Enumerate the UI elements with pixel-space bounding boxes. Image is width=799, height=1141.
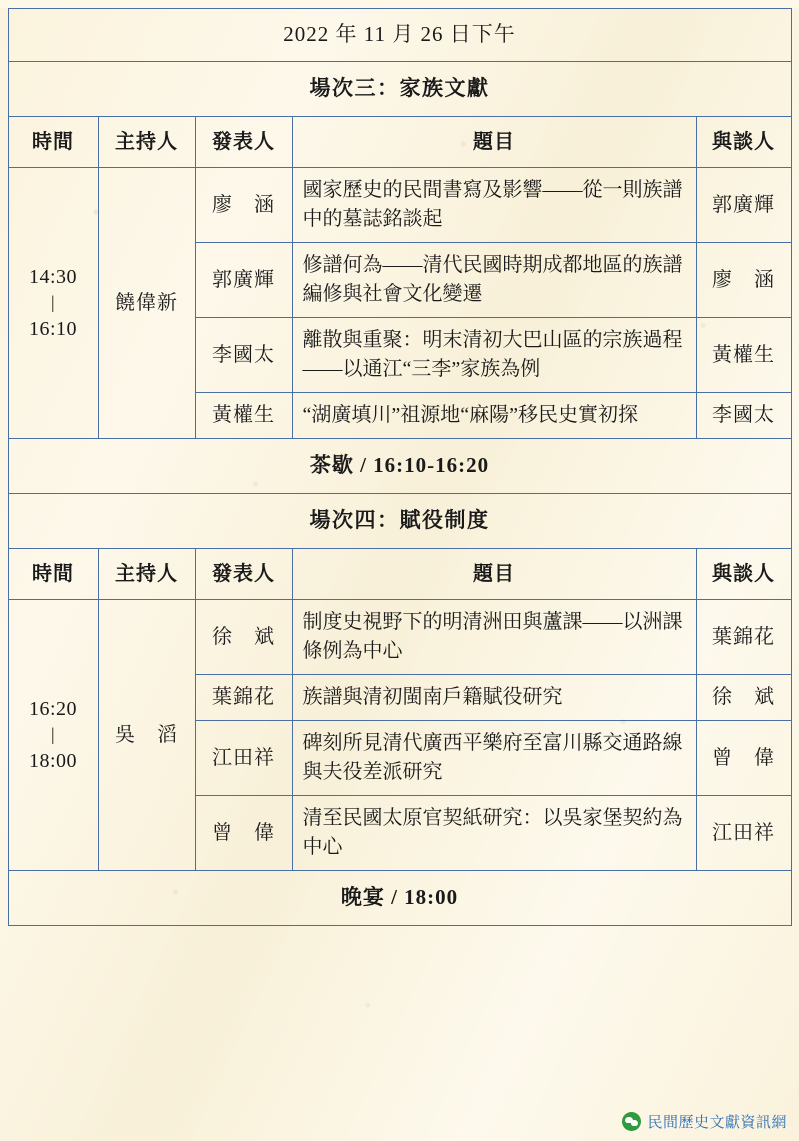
speaker-cell — [195, 721, 292, 796]
paper-title: 清至民國太原官契紙研究：以吳家堡契約為中心 — [302, 807, 683, 859]
column-header-discussant-label: 與談人 — [712, 130, 775, 153]
speaker-name: 郭廣輝 — [212, 268, 275, 291]
column-header-speaker — [195, 548, 292, 599]
paper-title-cell — [292, 721, 696, 796]
column-header-discussant — [696, 548, 791, 599]
discussant-name: 葉錦花 — [712, 625, 775, 648]
column-header-title-label: 題目 — [473, 562, 515, 585]
column-header-chair-label: 主持人 — [115, 562, 178, 585]
column-header-time — [8, 116, 98, 167]
speaker-name: 江田祥 — [212, 746, 275, 769]
column-header-time — [8, 548, 98, 599]
session-4-time-separator: | — [50, 724, 56, 745]
paper-title-cell — [292, 600, 696, 675]
dinner-text: 晚宴 / 18:00 — [340, 885, 459, 910]
discussant-name: 黃權生 — [712, 343, 775, 366]
column-header-discussant — [696, 116, 791, 167]
paper-title: 國家歷史的民間書寫及影響——從一則族譜中的墓誌銘談起 — [302, 179, 683, 231]
session-4-chair-name: 吳 滔 — [115, 723, 178, 746]
table-row — [8, 168, 791, 243]
column-header-title — [292, 548, 696, 599]
session-4-time-end: 18:00 — [28, 749, 78, 772]
date-header-text: 2022 年 11 月 26 日下午 — [283, 22, 516, 46]
tea-break-row — [8, 439, 791, 494]
speaker-cell — [195, 600, 292, 675]
session-4-column-header-row — [8, 548, 791, 599]
schedule-table — [8, 8, 792, 926]
session-3-heading-cell — [8, 61, 791, 116]
speaker-cell — [195, 318, 292, 393]
discussant-name: 江田祥 — [712, 821, 775, 844]
paper-title: 修譜何為——清代民國時期成都地區的族譜編修與社會文化變遷 — [302, 254, 683, 306]
speaker-cell — [195, 168, 292, 243]
column-header-speaker-label: 發表人 — [212, 130, 275, 153]
column-header-time-label: 時間 — [32, 130, 74, 153]
session-4-chair-cell — [98, 600, 195, 871]
paper-title-cell — [292, 318, 696, 393]
speaker-name: 葉錦花 — [212, 686, 275, 709]
watermark — [622, 1111, 787, 1132]
session-3-time-end: 16:10 — [28, 317, 78, 340]
dinner-row — [8, 871, 791, 926]
paper-title-cell — [292, 393, 696, 439]
speaker-name: 徐 斌 — [212, 625, 275, 648]
schedule-page — [0, 8, 799, 1141]
discussant-cell — [696, 600, 791, 675]
discussant-cell — [696, 168, 791, 243]
speaker-cell — [195, 675, 292, 721]
wechat-badge-icon — [622, 1112, 641, 1131]
dinner-cell — [8, 871, 791, 926]
date-header-cell — [8, 9, 791, 62]
session-4-time-start: 16:20 — [28, 698, 78, 721]
paper-title: 離散與重聚：明末清初大巴山區的宗族過程——以通江“三李”家族為例 — [302, 329, 683, 381]
session-4-heading-row — [8, 493, 791, 548]
discussant-cell — [696, 796, 791, 871]
paper-title: 碑刻所見清代廣西平樂府至富川縣交通路線與夫役差派研究 — [302, 732, 683, 784]
speaker-name: 黃權生 — [212, 404, 275, 427]
column-header-discussant-label: 與談人 — [712, 562, 775, 585]
paper-title-cell — [292, 675, 696, 721]
tea-break-text: 茶歇 / 16:10-16:20 — [309, 453, 490, 478]
column-header-chair — [98, 116, 195, 167]
session-3-heading-row — [8, 61, 791, 116]
tea-break-cell — [8, 439, 791, 494]
discussant-name: 廖 涵 — [712, 268, 775, 291]
paper-title-cell — [292, 796, 696, 871]
discussant-name: 曾 偉 — [712, 746, 775, 769]
session-3-heading-text: 場次三：家族文獻 — [309, 75, 490, 100]
session-3-chair-name: 饒偉新 — [115, 291, 178, 314]
speaker-cell — [195, 393, 292, 439]
discussant-cell — [696, 675, 791, 721]
paper-title: 族譜與清初閩南戶籍賦役研究 — [302, 686, 563, 709]
speaker-name: 廖 涵 — [212, 193, 275, 216]
column-header-title — [292, 116, 696, 167]
discussant-cell — [696, 393, 791, 439]
speaker-name: 曾 偉 — [212, 821, 275, 844]
speaker-cell — [195, 796, 292, 871]
session-3-time-start: 14:30 — [28, 266, 78, 289]
session-4-heading-cell — [8, 493, 791, 548]
discussant-name: 徐 斌 — [712, 686, 775, 709]
session-4-time-cell — [8, 600, 98, 871]
discussant-cell — [696, 243, 791, 318]
column-header-time-label: 時間 — [32, 562, 74, 585]
paper-title-cell — [292, 243, 696, 318]
column-header-title-label: 題目 — [473, 130, 515, 153]
discussant-cell — [696, 318, 791, 393]
column-header-chair-label: 主持人 — [115, 130, 178, 153]
paper-title-cell — [292, 168, 696, 243]
session-3-chair-cell — [98, 168, 195, 439]
paper-title: 制度史視野下的明清洲田與蘆課——以洲課條例為中心 — [302, 611, 683, 663]
session-4-time-block — [9, 689, 98, 781]
column-header-speaker — [195, 116, 292, 167]
discussant-name: 李國太 — [712, 404, 775, 427]
speaker-cell — [195, 243, 292, 318]
discussant-cell — [696, 721, 791, 796]
table-row — [8, 600, 791, 675]
session-4-heading-text: 場次四：賦役制度 — [309, 507, 490, 532]
session-3-time-separator: | — [50, 292, 56, 313]
session-3-time-cell — [8, 168, 98, 439]
discussant-name: 郭廣輝 — [712, 193, 775, 216]
column-header-chair — [98, 548, 195, 599]
session-3-time-block — [9, 257, 98, 349]
watermark-text: 民間歷史文獻資訊網 — [647, 1114, 787, 1131]
session-3-column-header-row — [8, 116, 791, 167]
speaker-name: 李國太 — [212, 343, 275, 366]
date-header-row — [8, 9, 791, 62]
paper-title: “湖廣填川”祖源地“麻陽”移民史實初探 — [302, 404, 639, 427]
column-header-speaker-label: 發表人 — [212, 562, 275, 585]
